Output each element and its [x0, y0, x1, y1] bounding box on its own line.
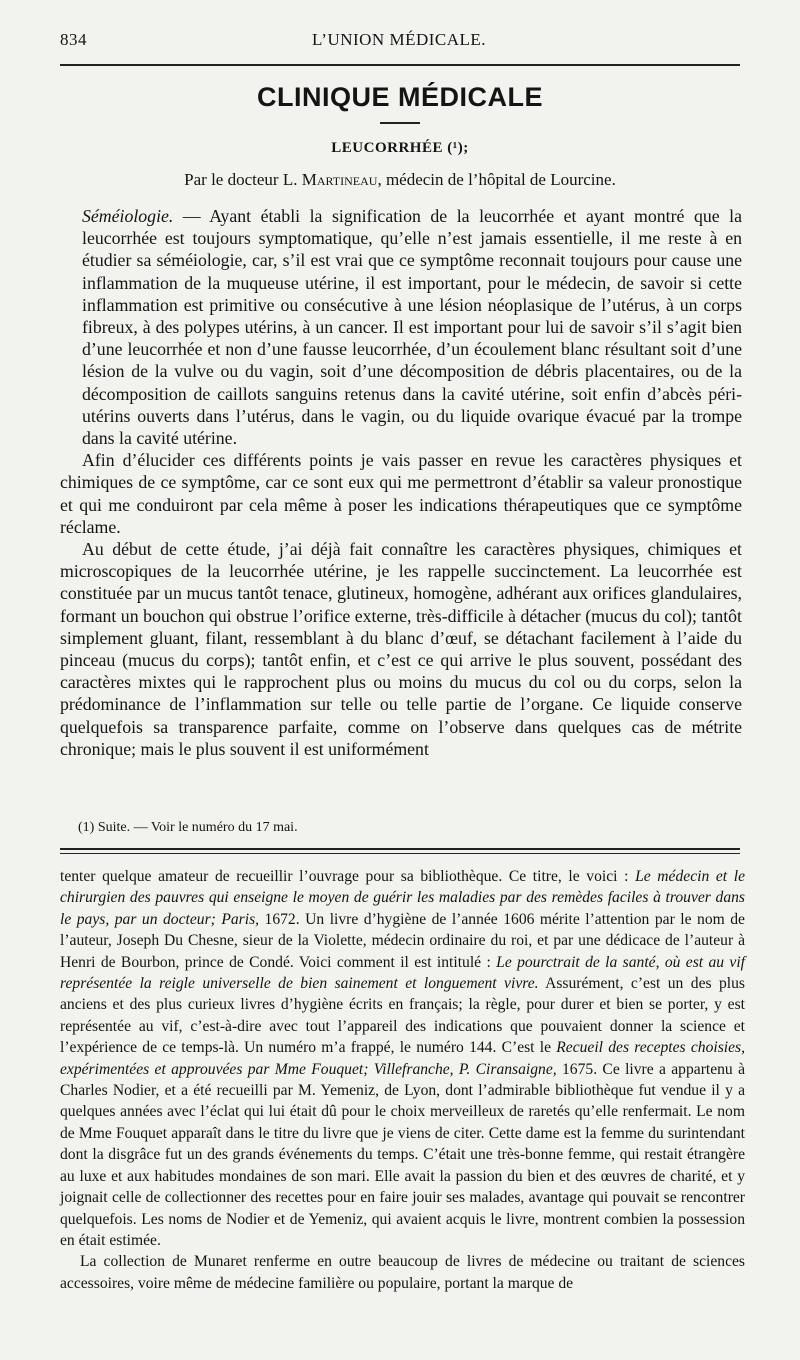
article-paragraph: Afin d’élucider ces différents points je vais passer en revue les caractères physiques et chimiques de ce symptôme, car ce sont eux qui me permettront d’établir sa valeur pronostique et qui me conduiront par cela même à poser les indications thérapeutiques que ce symptôme réclame.: [60, 450, 742, 537]
feuilleton-paragraph: [60, 866, 745, 1251]
footnote: (1) Suite. — Voir le numéro du 17 mai.: [78, 820, 298, 835]
article-subtitle: LEUCORRHÉE (¹);: [331, 140, 469, 156]
italic-book-title: Le médecin et le chirurgien des pauvres qui enseigne le moyen de guérir les maladies par des remèdes faciles à trouver dans le pays, par un docteur; Paris,: [60, 868, 746, 928]
italic-book-title: Recueil des receptes choisies, expérimentées et approuvées par Mme Fouquet; Villefranche, P. Ciransaigne,: [60, 1039, 745, 1078]
text-run: 1672. Un livre d’hygiène de l’année 1606 mérite l’attention par le nom de l’auteur, Joseph Du Chesne, sieur de la Violette, médecin ordinaire du roi, et par une dédicace de l’auteur à Henri de Bourbon, prince de Condé. Voici comment il est intitulé :: [60, 910, 745, 971]
italic-book-title: Le pourctrait de la santé, où est au vif représentée la reigle universelle de bien sainement et longuement vivre.: [60, 953, 745, 993]
byline: [60, 170, 740, 190]
feuilleton-body: [60, 866, 745, 1294]
feuilleton-paragraph: La collection de Munaret renferme en outre beaucoup de livres de médecine ou traitant de sciences accessoires, voire même de médecine familière ou populaire, portant la marque de: [60, 1253, 745, 1292]
text-run: Assurément, c’est un des plus anciens et des plus curieux livres d’hygiène écrits en français; la règle, pour durer et bien se porter, y est représentée au vif, c’est-à-dire avec tout l’appareil des indications que pouvaient donner la science et l’expérience de ce temps-là. Un numéro m’a frappé, le numéro 144. C’est le: [60, 975, 745, 1057]
feuilleton-divider: [60, 848, 740, 854]
section-title: CLINIQUE MÉDICALE: [256, 82, 543, 112]
page-number: 834: [60, 30, 87, 49]
paragraph-text: — Ayant établi la signification de la leucorrhée et ayant montré que la leucorrhée est toujours symptomatique, qu’elle n’est jamais essentielle, il me reste à en étudier sa séméiologie, car, s’il est vrai que ce symptôme reconnait toujours pour cause une inflammation de la muqueuse utérine, il est important, pour le médecin, de savoir si cette inflammation est primitive ou consécutive à une lésion néoplasique de l’utérus, à un corps fibreux, à des polypes utérins, à un cancer. Il est important pour lui de savoir s’il s’agit bien d’une leucorrhée et non d’une fausse leucorrhée, d’un écoulement blanc résultant soit d’une lésion de la vulve ou du vagin, soit d’une décomposition de débris placentaires, ou de la décomposition de caillots sanguins retenus dans la cavité utérine, soit enfin d’abcès péri-utérins ouverts dans l’utérus, dans le vagin, ou du liquide ovarique évacué par la trompe dans la cavité utérine.: [82, 206, 742, 449]
title-rule: [380, 122, 420, 124]
paragraph-heading: Séméiologie.: [82, 206, 174, 226]
journal-title: L’UNION MÉDICALE.: [311, 30, 487, 49]
header-rule: [60, 64, 740, 66]
text-run: tenter quelque amateur de recueillir l’ouvrage pour sa bibliothèque. Ce titre, le voici :: [60, 868, 636, 885]
byline-prefix: Par le docteur: [184, 170, 283, 189]
article-paragraph: Au début de cette étude, j’ai déjà fait connaître les caractères physiques, chimiques et microscopiques de la leucorrhée utérine, je les rappelle succinctement. La leucorrhée est constituée par un mucus tantôt tenace, glutineux, homogène, adhérant aux orifices glandulaires, formant un bouchon qui obstrue l’orifice externe, très-difficile à détacher (mucus du col); tantôt simplement gluant, filant, ressemblant à du blanc d’œuf, se détachant facilement à l’aide du pinceau (mucus du corps); tantôt enfin, et c’est ce qui arrive le plus souvent, possédant des caractères mixtes qui le rapprochent plus ou moins du mucus du col ou du corps, selon la prédominance de l’inflammation sur telle ou telle partie de l’organe. Ce liquide conserve quelquefois sa transparence parfaite, comme on l’observe dans quelques cas de métrite chronique; mais le plus souvent il est uniformément: [60, 539, 742, 759]
article-paragraph: [60, 205, 742, 449]
byline-author: L. Martineau: [282, 170, 378, 189]
article-body: [60, 205, 742, 760]
byline-suffix: , médecin de l’hôpital de Lourcine.: [377, 170, 616, 189]
text-run: 1675. Ce livre a appartenu à Charles Nodier, et a été recueilli par M. Yemeniz, de Lyon, dont l’admirable bibliothèque fut vendue il y a quelques années avec l’éclat qui lui était dû pour le choix merveilleux de raretés qu’elle renfermait. Le nom de Mme Fouquet apparaît dans le titre du livre que je viens de citer. Cette dame est la femme du surintendant dont la disgrâce fut un des grands événements du temps. C’était une très-bonne femme, qui restait étrangère au luxe et aux habitudes mondaines de son mari. Elle avait la passion du bien et des œuvres de charité, et y joignait celle de collectionner des recettes pour en faire jouir ses malades, avantage qui pouvait se rencontrer quelquefois. Les noms de Nodier et de Yemeniz, qui avaient acquis le livre, montrent combien la possession en était estimée.: [60, 1060, 745, 1249]
